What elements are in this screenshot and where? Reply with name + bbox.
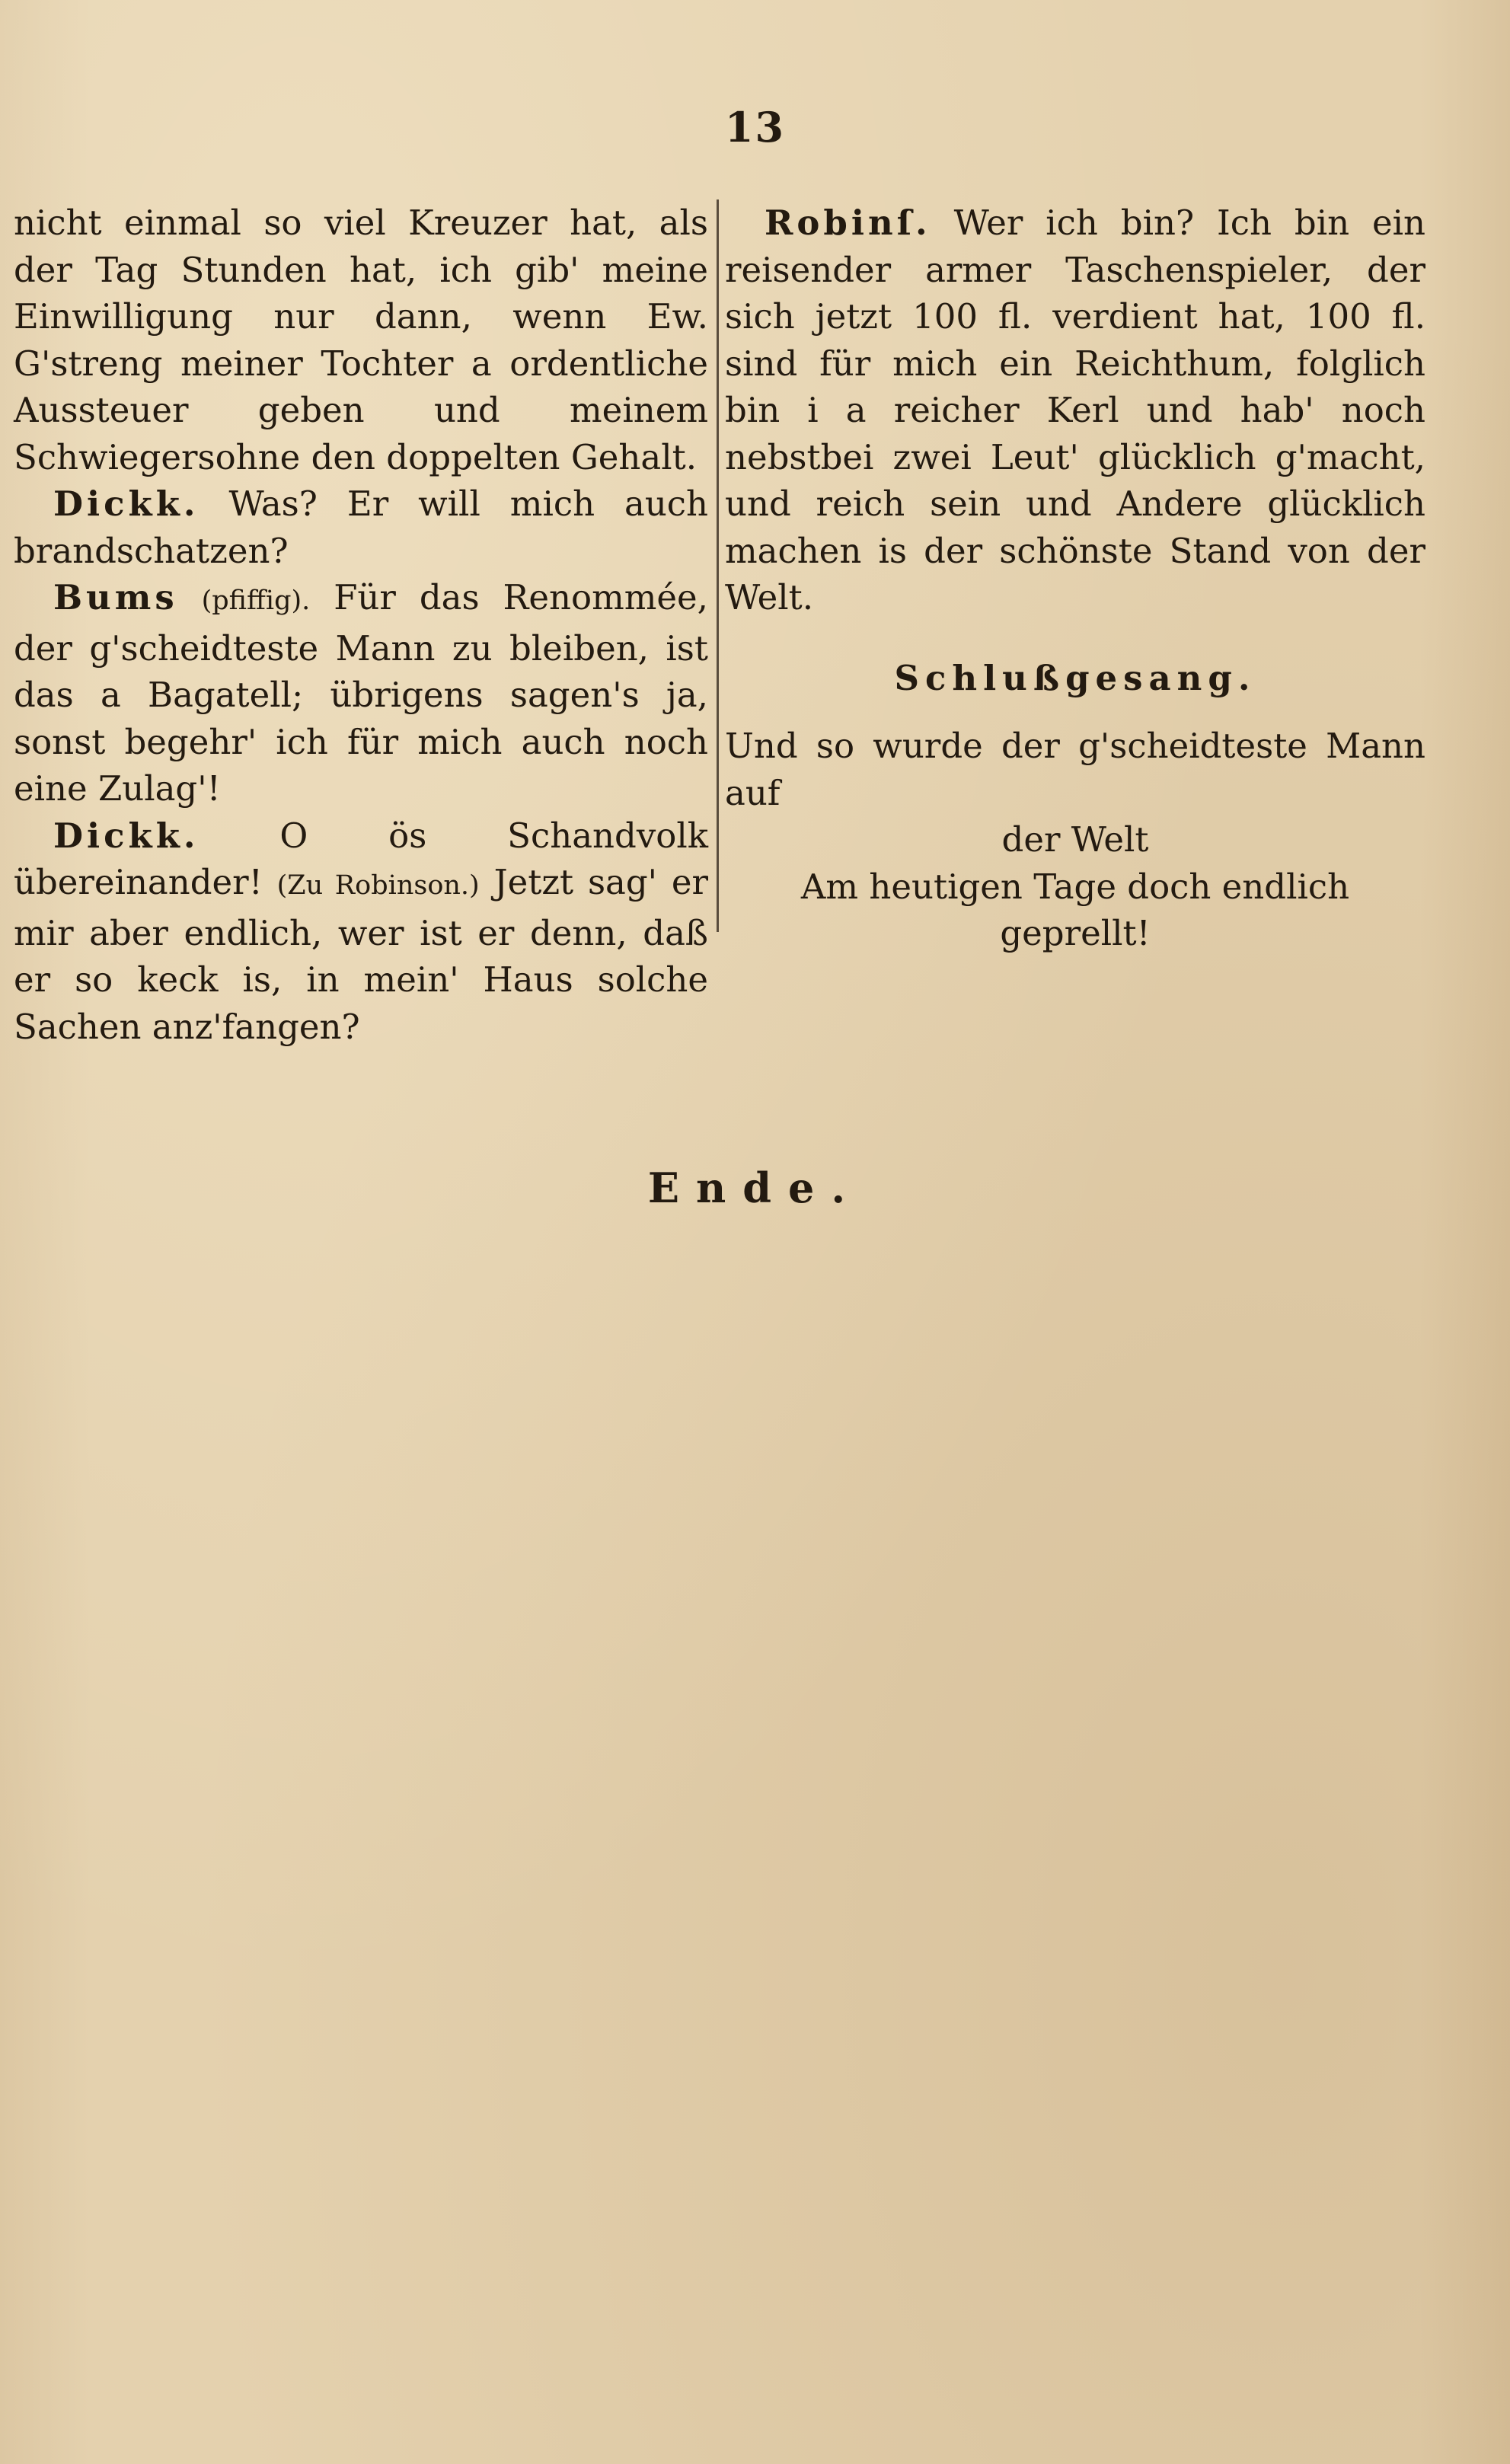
- speaker-name: Dickk.: [53, 815, 200, 856]
- left-paragraph-1: nicht einmal so viel Kreuzer hat, als der Tag Stunden hat, ich gib' meine Einwilligung nur dann, wenn Ew. G'streng meiner Tochter a ordentliche Aussteuer geben und meinem Schwiegersohne den doppelten Gehalt.: [14, 203, 708, 477]
- song-line-1: Und so wurde der g'scheidteste Mann auf: [725, 726, 1425, 813]
- dialogue-text: Was? Er will mich auch brandschatzen?: [14, 484, 708, 571]
- stage-direction: (pfiffig).: [201, 586, 311, 616]
- column-divider: [717, 199, 719, 932]
- speaker-name: Dickk.: [53, 484, 200, 524]
- dialogue-text: Für das Renommée, der g'scheidteste Mann zu bleiben, ist das a Bagatell; übrigens sagen's ja, sonst begehr' ich für mich auch noch eine Zulag'!: [14, 577, 708, 809]
- song-line-3: Am heutigen Tage doch endlich geprellt!: [800, 866, 1350, 953]
- stage-direction: (Zu Robinson.): [276, 870, 480, 901]
- song-line-2: der Welt: [1001, 819, 1149, 860]
- page-number: 13: [724, 103, 786, 152]
- left-paragraph-2: [14, 480, 708, 574]
- dialogue-text: O ös Schandvolk übereinander!: [14, 815, 708, 902]
- dialogue-text: Jetzt sag' er mir aber endlich, wer ist er denn, daß er so keck is, in mein' Haus solche Sachen anz'fangen?: [14, 862, 709, 1047]
- left-column: [14, 199, 708, 1050]
- left-paragraph-4: [14, 812, 708, 1051]
- speaker-name: Robinſ.: [765, 203, 931, 243]
- right-paragraph-1: [725, 199, 1425, 621]
- right-column: [725, 199, 1425, 957]
- end-mark: Ende.: [647, 1163, 863, 1212]
- dialogue-text: Wer ich bin? Ich bin ein reisender armer Taschenspieler, der sich jetzt 100 fl. verdient hat, 100 fl. sind für mich ein Reichthum, folglich bin i a reicher Kerl und hab' noch nebstbei zwei Leut' glücklich g'macht, und reich sein und Andere glücklich machen is der schönste Stand von der Welt.: [725, 203, 1425, 618]
- closing-song-heading: Schlußgesang.: [894, 657, 1256, 698]
- left-paragraph-3: [14, 574, 708, 812]
- speaker-name: Bums: [53, 577, 178, 618]
